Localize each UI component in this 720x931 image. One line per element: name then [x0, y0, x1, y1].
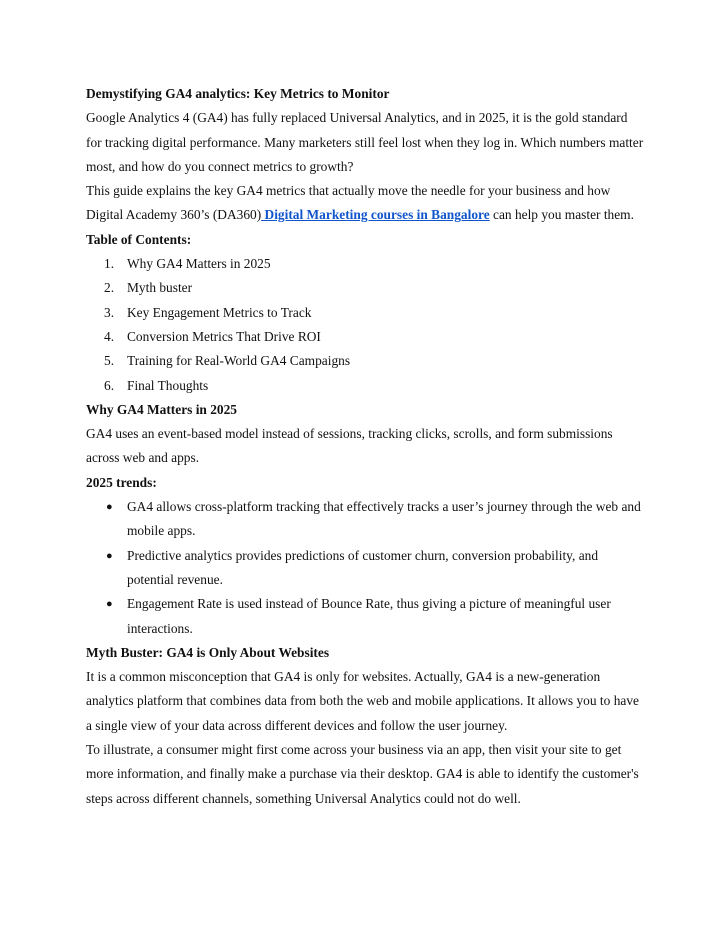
- digital-marketing-courses-link[interactable]: Digital Marketing courses in Bangalore: [261, 207, 490, 223]
- myth-paragraph-2: To illustrate, a consumer might first come across your business via an app, then visit your site to get more information, and finally make a purchase via their desktop. GA4 is able to identify the customer's steps across different channels, something Universal Analytics could not do well.: [86, 742, 639, 806]
- toc-item: [86, 301, 646, 325]
- document-title: Demystifying GA4 analytics: Key Metrics to Monitor: [86, 86, 390, 101]
- trend-text: Engagement Rate is used instead of Bounce Rate, thus giving a picture of meaningful user interactions.: [127, 596, 611, 636]
- toc-item: [86, 374, 646, 398]
- toc-label: Final Thoughts: [127, 377, 209, 393]
- toc-label: Why GA4 Matters in 2025: [127, 256, 271, 272]
- trend-item: [86, 592, 646, 641]
- bullet-icon: ●: [106, 501, 113, 514]
- guide-paragraph: [86, 179, 646, 228]
- toc-heading: Table of Contents:: [86, 231, 192, 247]
- bullet-icon: ●: [106, 598, 113, 611]
- toc-label: Conversion Metrics That Drive ROI: [127, 328, 321, 344]
- toc-item: [86, 325, 646, 349]
- toc-number: 1.: [104, 256, 115, 272]
- bullet-icon: ●: [106, 549, 113, 562]
- guide-text-after: can help you master them.: [489, 207, 634, 223]
- why-heading: Why GA4 Matters in 2025: [86, 401, 238, 417]
- trend-text: GA4 allows cross-platform tracking that effectively tracks a user’s journey through the web and mobile apps.: [127, 499, 641, 539]
- toc-item: [86, 252, 646, 276]
- why-paragraph: GA4 uses an event-based model instead of sessions, tracking clicks, scrolls, and form submissions across web and apps.: [86, 426, 613, 466]
- toc-label: Key Engagement Metrics to Track: [127, 304, 312, 320]
- toc-number: 6.: [104, 377, 115, 393]
- trend-text: Predictive analytics provides predictions of customer churn, conversion probability, and potential revenue.: [127, 547, 599, 587]
- toc-label: Training for Real-World GA4 Campaigns: [127, 353, 351, 369]
- myth-paragraph-1: It is a common misconception that GA4 is only for websites. Actually, GA4 is a new-generation analytics platform that combines data from both the web and mobile applications. It allows you to have a single view of your data across different devices and follow the user journey.: [86, 669, 639, 733]
- guide-text-before: This guide explains the key GA4 metrics that actually move the needle for your business and how Digital Academy 360’s (DA360): [86, 183, 611, 223]
- trend-item: [86, 544, 646, 593]
- document-page: [86, 82, 646, 811]
- trends-list: [86, 495, 646, 641]
- toc-number: 3.: [104, 304, 115, 320]
- toc-number: 2.: [104, 280, 115, 296]
- trend-item: [86, 495, 646, 544]
- intro-paragraph: Google Analytics 4 (GA4) has fully replaced Universal Analytics, and in 2025, it is the gold standard for tracking digital performance. Many marketers still feel lost when they log in. Which numbers matter most, and how do you connect metrics to growth?: [86, 110, 644, 174]
- trends-heading: 2025 trends:: [86, 474, 157, 490]
- myth-heading: Myth Buster: GA4 is Only About Websites: [86, 644, 330, 660]
- toc-number: 5.: [104, 353, 115, 369]
- table-of-contents: [86, 252, 646, 398]
- toc-item: [86, 276, 646, 300]
- toc-label: Myth buster: [127, 280, 193, 296]
- toc-number: 4.: [104, 328, 115, 344]
- toc-item: [86, 349, 646, 373]
